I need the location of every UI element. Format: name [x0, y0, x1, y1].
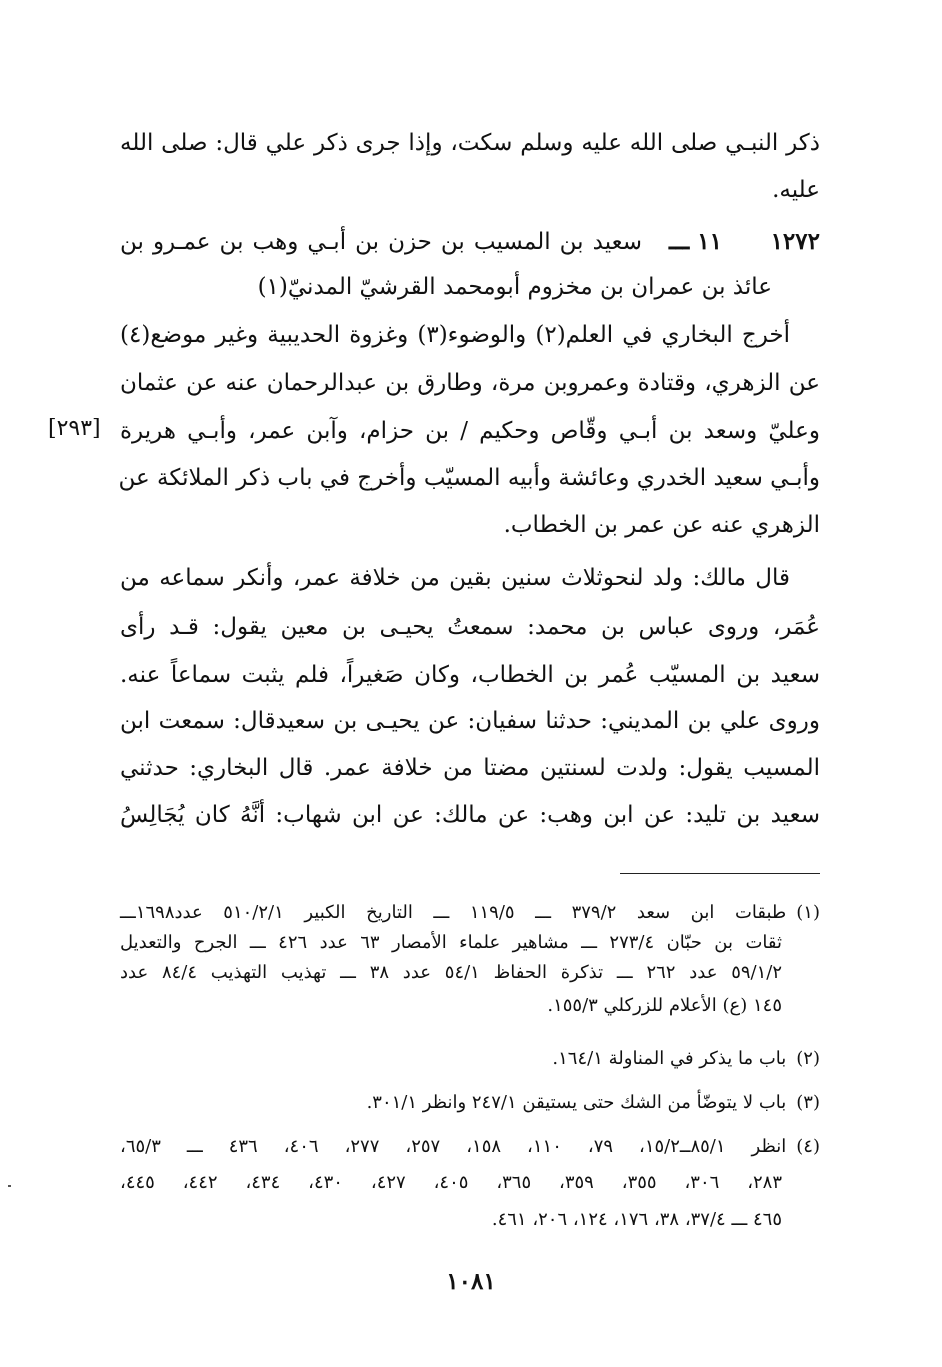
footnote-line: ٢٨٣، ٣٠٦، ٣٥٥، ٣٥٩، ٣٦٥، ٤٠٥، ٤٢٧، ٤٣٠، ٤٣٤، ٤٤٢، ٤٤٥،: [120, 1172, 783, 1193]
body-line: سعيد بن المسيّب عُمر بن الخطاب، وكان صَغيراً، فلم يثبت سماعاً عنه.: [120, 662, 820, 688]
footnote-mark: (٢): [796, 1048, 820, 1069]
footnote-text: انظر ٨٥/١ــ١٥/٢، ٧٩، ١١٠، ١٥٨، ٢٥٧، ٢٧٧، ٤٠٦، ٤٣٦ ـــ ٦٥/٣،: [120, 1136, 787, 1157]
footnote-mark: (٤): [796, 1136, 820, 1157]
footnote-1: [120, 900, 820, 926]
body-line: سعيد بن تليد: عن ابن وهب: عن مالك: عن ابن شهاب: أنَّهُ كان يُجَالِسُ: [120, 802, 820, 828]
body-line: عليه.: [772, 177, 820, 203]
page-number: ١٠٨١: [446, 1268, 496, 1295]
entry-heading-text: سعيد بن المسيب بن حزن بن أبـي وهب بن عمـرو بن: [120, 229, 642, 255]
body-line: وروى علي بن المديني: حدثنا سفيان: عن يحيـى بن سعيدقال: سمعت ابن: [120, 708, 820, 734]
footnote-2: [120, 1046, 820, 1072]
entry-sequence: ١١ ـــ: [669, 228, 722, 255]
footnote-mark: (١): [796, 902, 820, 923]
footnote-mark: (٣): [796, 1092, 820, 1113]
margin-page-reference: [٢٩٣]: [48, 416, 101, 441]
body-line: قال مالك: ولد لنحوثلاث سنين بقين من خلافة عمر، وأنكر سماعه من: [120, 565, 790, 591]
footnote-line: ٤٦٥ ـــ ٣٧/٤، ٣٨، ١٧٦، ١٢٤، ٢٠٦، ٤٦١.: [491, 1209, 782, 1230]
footnote-3: [120, 1090, 820, 1116]
footnote-line: ١٤٥ (ع) الأعلام للزركلي ١٥٥/٣.: [547, 995, 782, 1016]
scan-speck: [8, 1185, 11, 1187]
footnote-text: باب ما يذكر في المناولة ١٦٤/١.: [552, 1048, 787, 1069]
body-line: عن الزهري، وقتادة وعمروبن مرة، وطارق بن عبدالرحمان عنه عن عثمان: [120, 370, 820, 396]
footnote-4: [120, 1134, 820, 1160]
body-line: عُمَر، وروى عباس بن محمد: سمعتُ يحيـى بن معين يقول: قـد رأى: [120, 614, 820, 640]
body-line: وأبـي سعيد الخدري وعائشة وأبيه المسيّب وأخرج في باب ذكر الملائكة عن: [118, 465, 820, 491]
body-line: أخرج البخاري في العلم(٢) والوضوء(٣) وغزوة الحديبية وغير موضع(٤): [120, 322, 790, 348]
entry-heading: [120, 227, 820, 257]
footnote-line: ثقات بن حبّان ٢٧٣/٤ ـــ مشاهير علماء الأمصار ٦٣ عدد ٤٢٦ ـــ الجرح والتعديل: [120, 932, 782, 953]
body-line: وعليّ وسعد بن أبـي وقّاص وحكيم / بن حزام، وآبن عمر، وأبـي هريرة: [120, 418, 820, 444]
body-line: الزهري عنه عن عمر بن الخطاب.: [503, 512, 820, 538]
footnote-line: ٥٩/١/٢ عدد ٢٦٢ ـــ تذكرة الحفاظ ٥٤/١ عدد ٣٨ ـــ تهذيب التهذيب ٨٤/٤ عدد: [120, 962, 783, 983]
footnote-separator: [620, 873, 820, 874]
body-line: المسيب يقول: ولدت لسنتين مضتا من خلافة عمر. قال البخاري: حدثني: [120, 755, 820, 781]
footnote-text: طبقات ابن سعد ٣٧٩/٢ ـــ ١١٩/٥ ـــ التاريخ الكبير ٥١٠/٢/١ عدد١٦٩٨ـــ: [120, 902, 787, 923]
entry-number: ١٢٧٢: [770, 228, 820, 255]
entry-heading-line2: عائذ بن عمران بن مخزوم أبومحمد القرشيّ المدنيّ(١): [257, 274, 772, 300]
body-line: ذكر النبـي صلى الله عليه وسلم سكت، وإذا جرى ذكر علي قال: صلى الله: [120, 130, 820, 156]
footnote-text: باب لا يتوضّأ من الشك حتى يستيقن ٢٤٧/١ وانظر ٣٠١/١.: [366, 1092, 787, 1113]
